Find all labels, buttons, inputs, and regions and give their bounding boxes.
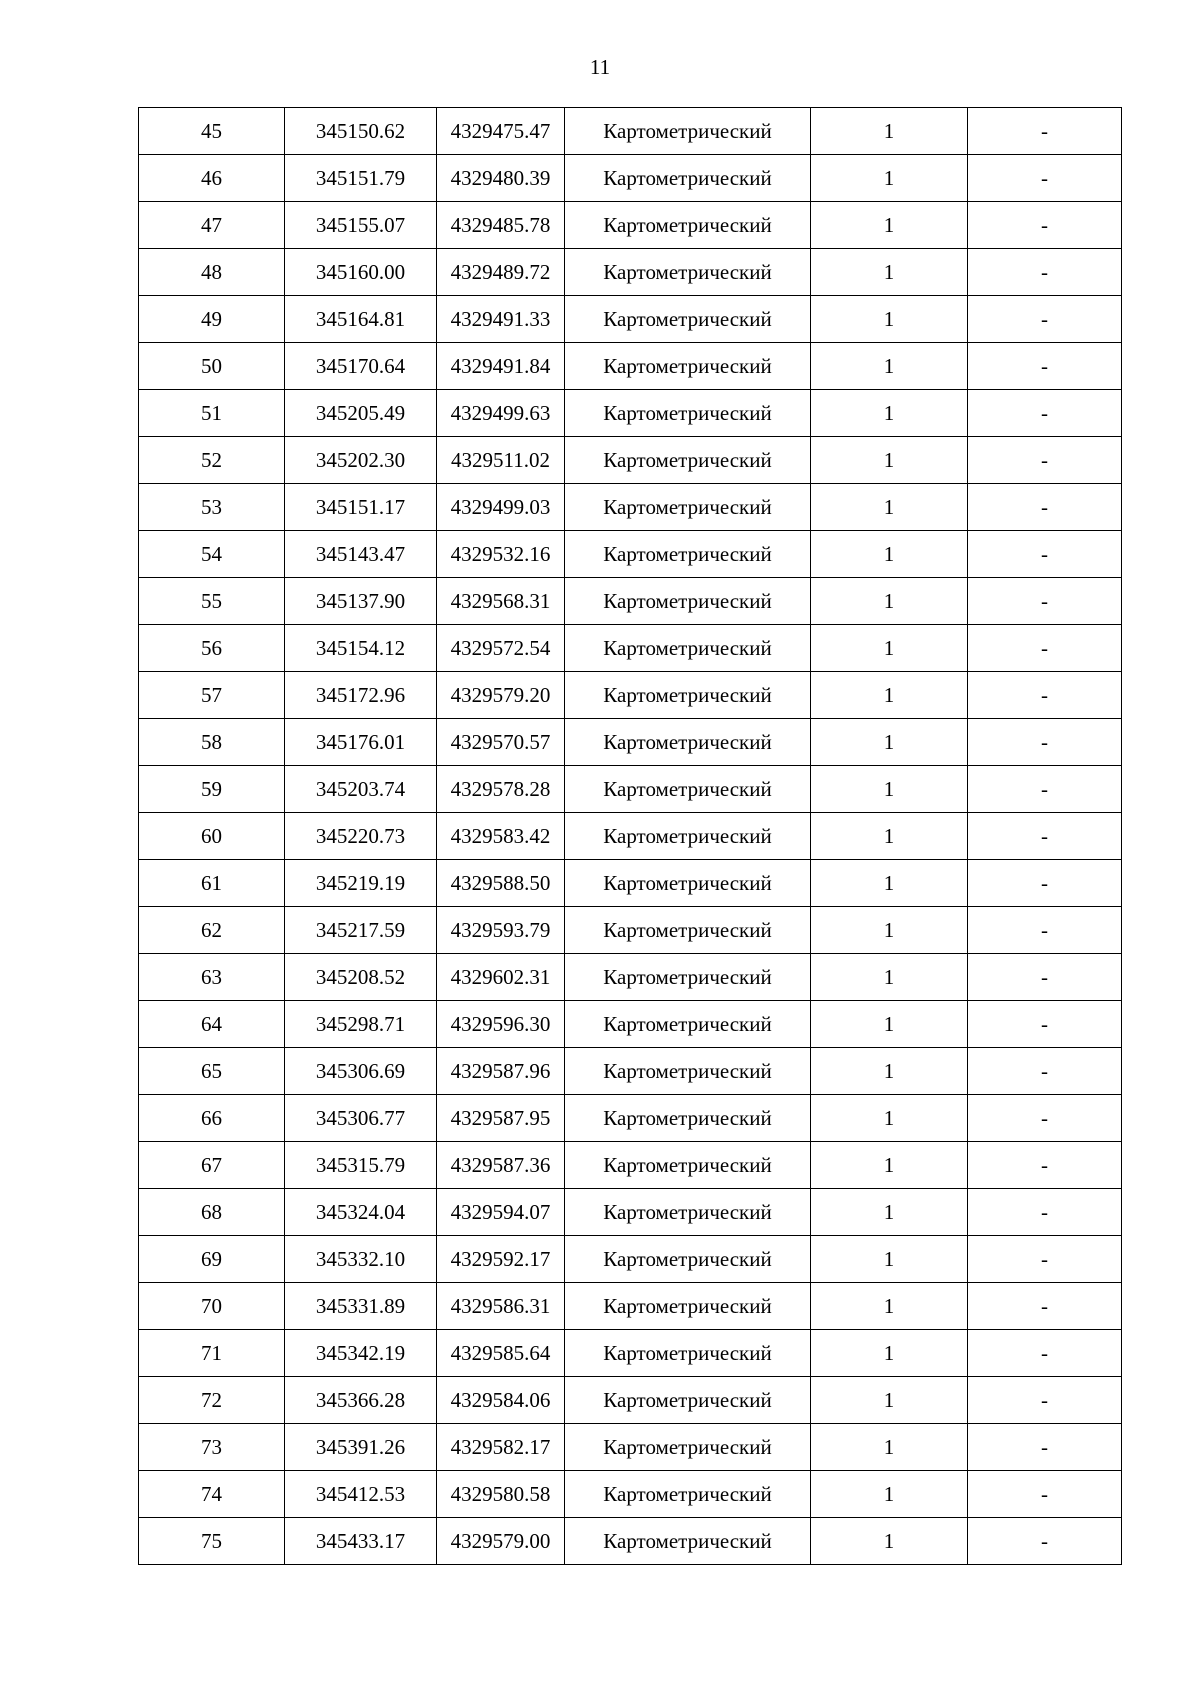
method-cell: Картометрический xyxy=(565,1142,811,1189)
point-number-cell: 63 xyxy=(139,954,285,1001)
y-coordinate-cell: 4329580.58 xyxy=(437,1471,565,1518)
note-cell: - xyxy=(968,484,1122,531)
point-number-cell: 51 xyxy=(139,390,285,437)
method-cell: Картометрический xyxy=(565,578,811,625)
y-coordinate-cell: 4329592.17 xyxy=(437,1236,565,1283)
y-coordinate-cell: 4329602.31 xyxy=(437,954,565,1001)
note-cell: - xyxy=(968,578,1122,625)
point-number-cell: 71 xyxy=(139,1330,285,1377)
method-cell: Картометрический xyxy=(565,954,811,1001)
table-row xyxy=(139,1518,1122,1565)
table-row xyxy=(139,766,1122,813)
x-coordinate-cell: 345217.59 xyxy=(285,907,437,954)
y-coordinate-cell: 4329532.16 xyxy=(437,531,565,578)
x-coordinate-cell: 345202.30 xyxy=(285,437,437,484)
note-cell: - xyxy=(968,813,1122,860)
point-number-cell: 47 xyxy=(139,202,285,249)
accuracy-cell: 1 xyxy=(811,1330,968,1377)
y-coordinate-cell: 4329491.84 xyxy=(437,343,565,390)
x-coordinate-cell: 345306.77 xyxy=(285,1095,437,1142)
y-coordinate-cell: 4329491.33 xyxy=(437,296,565,343)
accuracy-cell: 1 xyxy=(811,484,968,531)
note-cell: - xyxy=(968,1330,1122,1377)
accuracy-cell: 1 xyxy=(811,108,968,155)
table-row xyxy=(139,1471,1122,1518)
accuracy-cell: 1 xyxy=(811,1001,968,1048)
x-coordinate-cell: 345203.74 xyxy=(285,766,437,813)
x-coordinate-cell: 345366.28 xyxy=(285,1377,437,1424)
accuracy-cell: 1 xyxy=(811,1377,968,1424)
y-coordinate-cell: 4329568.31 xyxy=(437,578,565,625)
y-coordinate-cell: 4329594.07 xyxy=(437,1189,565,1236)
y-coordinate-cell: 4329586.31 xyxy=(437,1283,565,1330)
accuracy-cell: 1 xyxy=(811,578,968,625)
table-row xyxy=(139,1236,1122,1283)
note-cell: - xyxy=(968,343,1122,390)
x-coordinate-cell: 345332.10 xyxy=(285,1236,437,1283)
note-cell: - xyxy=(968,108,1122,155)
x-coordinate-cell: 345433.17 xyxy=(285,1518,437,1565)
x-coordinate-cell: 345160.00 xyxy=(285,249,437,296)
x-coordinate-cell: 345176.01 xyxy=(285,719,437,766)
table-row xyxy=(139,202,1122,249)
table-row xyxy=(139,249,1122,296)
note-cell: - xyxy=(968,296,1122,343)
table-row xyxy=(139,625,1122,672)
point-number-cell: 67 xyxy=(139,1142,285,1189)
x-coordinate-cell: 345208.52 xyxy=(285,954,437,1001)
y-coordinate-cell: 4329587.96 xyxy=(437,1048,565,1095)
accuracy-cell: 1 xyxy=(811,625,968,672)
table-row xyxy=(139,1001,1122,1048)
table-row xyxy=(139,1142,1122,1189)
note-cell: - xyxy=(968,1236,1122,1283)
point-number-cell: 49 xyxy=(139,296,285,343)
method-cell: Картометрический xyxy=(565,1236,811,1283)
point-number-cell: 72 xyxy=(139,1377,285,1424)
method-cell: Картометрический xyxy=(565,155,811,202)
coordinates-table-body xyxy=(139,108,1122,1565)
point-number-cell: 55 xyxy=(139,578,285,625)
method-cell: Картометрический xyxy=(565,672,811,719)
point-number-cell: 69 xyxy=(139,1236,285,1283)
note-cell: - xyxy=(968,1518,1122,1565)
note-cell: - xyxy=(968,1377,1122,1424)
method-cell: Картометрический xyxy=(565,1189,811,1236)
y-coordinate-cell: 4329475.47 xyxy=(437,108,565,155)
y-coordinate-cell: 4329579.00 xyxy=(437,1518,565,1565)
accuracy-cell: 1 xyxy=(811,766,968,813)
point-number-cell: 58 xyxy=(139,719,285,766)
method-cell: Картометрический xyxy=(565,766,811,813)
table-row xyxy=(139,155,1122,202)
x-coordinate-cell: 345150.62 xyxy=(285,108,437,155)
point-number-cell: 52 xyxy=(139,437,285,484)
point-number-cell: 74 xyxy=(139,1471,285,1518)
table-row xyxy=(139,1424,1122,1471)
accuracy-cell: 1 xyxy=(811,813,968,860)
note-cell: - xyxy=(968,1095,1122,1142)
accuracy-cell: 1 xyxy=(811,202,968,249)
x-coordinate-cell: 345154.12 xyxy=(285,625,437,672)
table-row xyxy=(139,907,1122,954)
method-cell: Картометрический xyxy=(565,1377,811,1424)
note-cell: - xyxy=(968,1048,1122,1095)
y-coordinate-cell: 4329579.20 xyxy=(437,672,565,719)
point-number-cell: 53 xyxy=(139,484,285,531)
point-number-cell: 65 xyxy=(139,1048,285,1095)
table-row xyxy=(139,1377,1122,1424)
y-coordinate-cell: 4329499.63 xyxy=(437,390,565,437)
x-coordinate-cell: 345170.64 xyxy=(285,343,437,390)
y-coordinate-cell: 4329511.02 xyxy=(437,437,565,484)
note-cell: - xyxy=(968,766,1122,813)
point-number-cell: 56 xyxy=(139,625,285,672)
y-coordinate-cell: 4329499.03 xyxy=(437,484,565,531)
y-coordinate-cell: 4329587.95 xyxy=(437,1095,565,1142)
method-cell: Картометрический xyxy=(565,1095,811,1142)
accuracy-cell: 1 xyxy=(811,1424,968,1471)
point-number-cell: 45 xyxy=(139,108,285,155)
method-cell: Картометрический xyxy=(565,860,811,907)
accuracy-cell: 1 xyxy=(811,672,968,719)
point-number-cell: 50 xyxy=(139,343,285,390)
table-row xyxy=(139,578,1122,625)
method-cell: Картометрический xyxy=(565,249,811,296)
point-number-cell: 75 xyxy=(139,1518,285,1565)
point-number-cell: 46 xyxy=(139,155,285,202)
table-row xyxy=(139,813,1122,860)
accuracy-cell: 1 xyxy=(811,1471,968,1518)
method-cell: Картометрический xyxy=(565,1424,811,1471)
point-number-cell: 66 xyxy=(139,1095,285,1142)
point-number-cell: 73 xyxy=(139,1424,285,1471)
method-cell: Картометрический xyxy=(565,108,811,155)
page-number: 11 xyxy=(589,55,611,79)
method-cell: Картометрический xyxy=(565,484,811,531)
accuracy-cell: 1 xyxy=(811,437,968,484)
note-cell: - xyxy=(968,1142,1122,1189)
point-number-cell: 60 xyxy=(139,813,285,860)
y-coordinate-cell: 4329587.36 xyxy=(437,1142,565,1189)
accuracy-cell: 1 xyxy=(811,860,968,907)
note-cell: - xyxy=(968,249,1122,296)
x-coordinate-cell: 345412.53 xyxy=(285,1471,437,1518)
x-coordinate-cell: 345143.47 xyxy=(285,531,437,578)
x-coordinate-cell: 345331.89 xyxy=(285,1283,437,1330)
x-coordinate-cell: 345151.79 xyxy=(285,155,437,202)
table-row xyxy=(139,954,1122,1001)
method-cell: Картометрический xyxy=(565,907,811,954)
note-cell: - xyxy=(968,1001,1122,1048)
accuracy-cell: 1 xyxy=(811,343,968,390)
accuracy-cell: 1 xyxy=(811,531,968,578)
point-number-cell: 57 xyxy=(139,672,285,719)
table-row xyxy=(139,296,1122,343)
table-row xyxy=(139,1095,1122,1142)
accuracy-cell: 1 xyxy=(811,1236,968,1283)
y-coordinate-cell: 4329582.17 xyxy=(437,1424,565,1471)
method-cell: Картометрический xyxy=(565,437,811,484)
accuracy-cell: 1 xyxy=(811,155,968,202)
x-coordinate-cell: 345155.07 xyxy=(285,202,437,249)
table-row xyxy=(139,390,1122,437)
x-coordinate-cell: 345315.79 xyxy=(285,1142,437,1189)
note-cell: - xyxy=(968,1189,1122,1236)
x-coordinate-cell: 345137.90 xyxy=(285,578,437,625)
x-coordinate-cell: 345164.81 xyxy=(285,296,437,343)
method-cell: Картометрический xyxy=(565,813,811,860)
x-coordinate-cell: 345298.71 xyxy=(285,1001,437,1048)
method-cell: Картометрический xyxy=(565,1001,811,1048)
method-cell: Картометрический xyxy=(565,1330,811,1377)
y-coordinate-cell: 4329480.39 xyxy=(437,155,565,202)
accuracy-cell: 1 xyxy=(811,1518,968,1565)
note-cell: - xyxy=(968,719,1122,766)
point-number-cell: 61 xyxy=(139,860,285,907)
point-number-cell: 54 xyxy=(139,531,285,578)
accuracy-cell: 1 xyxy=(811,954,968,1001)
method-cell: Картометрический xyxy=(565,719,811,766)
table-row xyxy=(139,1189,1122,1236)
note-cell: - xyxy=(968,1471,1122,1518)
note-cell: - xyxy=(968,625,1122,672)
table-row xyxy=(139,343,1122,390)
coordinates-table xyxy=(138,107,1122,1565)
point-number-cell: 62 xyxy=(139,907,285,954)
x-coordinate-cell: 345220.73 xyxy=(285,813,437,860)
x-coordinate-cell: 345219.19 xyxy=(285,860,437,907)
method-cell: Картометрический xyxy=(565,296,811,343)
x-coordinate-cell: 345324.04 xyxy=(285,1189,437,1236)
table-row xyxy=(139,1283,1122,1330)
note-cell: - xyxy=(968,1424,1122,1471)
table-row xyxy=(139,437,1122,484)
y-coordinate-cell: 4329585.64 xyxy=(437,1330,565,1377)
method-cell: Картометрический xyxy=(565,202,811,249)
y-coordinate-cell: 4329489.72 xyxy=(437,249,565,296)
accuracy-cell: 1 xyxy=(811,907,968,954)
note-cell: - xyxy=(968,860,1122,907)
y-coordinate-cell: 4329485.78 xyxy=(437,202,565,249)
table-row xyxy=(139,672,1122,719)
method-cell: Картометрический xyxy=(565,625,811,672)
x-coordinate-cell: 345342.19 xyxy=(285,1330,437,1377)
point-number-cell: 70 xyxy=(139,1283,285,1330)
accuracy-cell: 1 xyxy=(811,1189,968,1236)
accuracy-cell: 1 xyxy=(811,719,968,766)
method-cell: Картометрический xyxy=(565,531,811,578)
method-cell: Картометрический xyxy=(565,343,811,390)
table-row xyxy=(139,860,1122,907)
accuracy-cell: 1 xyxy=(811,1095,968,1142)
y-coordinate-cell: 4329584.06 xyxy=(437,1377,565,1424)
accuracy-cell: 1 xyxy=(811,296,968,343)
y-coordinate-cell: 4329572.54 xyxy=(437,625,565,672)
accuracy-cell: 1 xyxy=(811,1142,968,1189)
x-coordinate-cell: 345391.26 xyxy=(285,1424,437,1471)
method-cell: Картометрический xyxy=(565,1471,811,1518)
table-row xyxy=(139,108,1122,155)
accuracy-cell: 1 xyxy=(811,249,968,296)
note-cell: - xyxy=(968,1283,1122,1330)
point-number-cell: 68 xyxy=(139,1189,285,1236)
note-cell: - xyxy=(968,155,1122,202)
note-cell: - xyxy=(968,437,1122,484)
method-cell: Картометрический xyxy=(565,1048,811,1095)
method-cell: Картометрический xyxy=(565,390,811,437)
x-coordinate-cell: 345172.96 xyxy=(285,672,437,719)
y-coordinate-cell: 4329593.79 xyxy=(437,907,565,954)
y-coordinate-cell: 4329588.50 xyxy=(437,860,565,907)
note-cell: - xyxy=(968,672,1122,719)
point-number-cell: 59 xyxy=(139,766,285,813)
note-cell: - xyxy=(968,531,1122,578)
method-cell: Картометрический xyxy=(565,1283,811,1330)
table-row xyxy=(139,1048,1122,1095)
table-row xyxy=(139,531,1122,578)
note-cell: - xyxy=(968,390,1122,437)
note-cell: - xyxy=(968,954,1122,1001)
point-number-cell: 48 xyxy=(139,249,285,296)
note-cell: - xyxy=(968,907,1122,954)
table-row xyxy=(139,1330,1122,1377)
accuracy-cell: 1 xyxy=(811,1048,968,1095)
y-coordinate-cell: 4329583.42 xyxy=(437,813,565,860)
accuracy-cell: 1 xyxy=(811,390,968,437)
point-number-cell: 64 xyxy=(139,1001,285,1048)
y-coordinate-cell: 4329570.57 xyxy=(437,719,565,766)
accuracy-cell: 1 xyxy=(811,1283,968,1330)
y-coordinate-cell: 4329596.30 xyxy=(437,1001,565,1048)
method-cell: Картометрический xyxy=(565,1518,811,1565)
x-coordinate-cell: 345205.49 xyxy=(285,390,437,437)
y-coordinate-cell: 4329578.28 xyxy=(437,766,565,813)
table-row xyxy=(139,484,1122,531)
note-cell: - xyxy=(968,202,1122,249)
x-coordinate-cell: 345306.69 xyxy=(285,1048,437,1095)
x-coordinate-cell: 345151.17 xyxy=(285,484,437,531)
table-row xyxy=(139,719,1122,766)
